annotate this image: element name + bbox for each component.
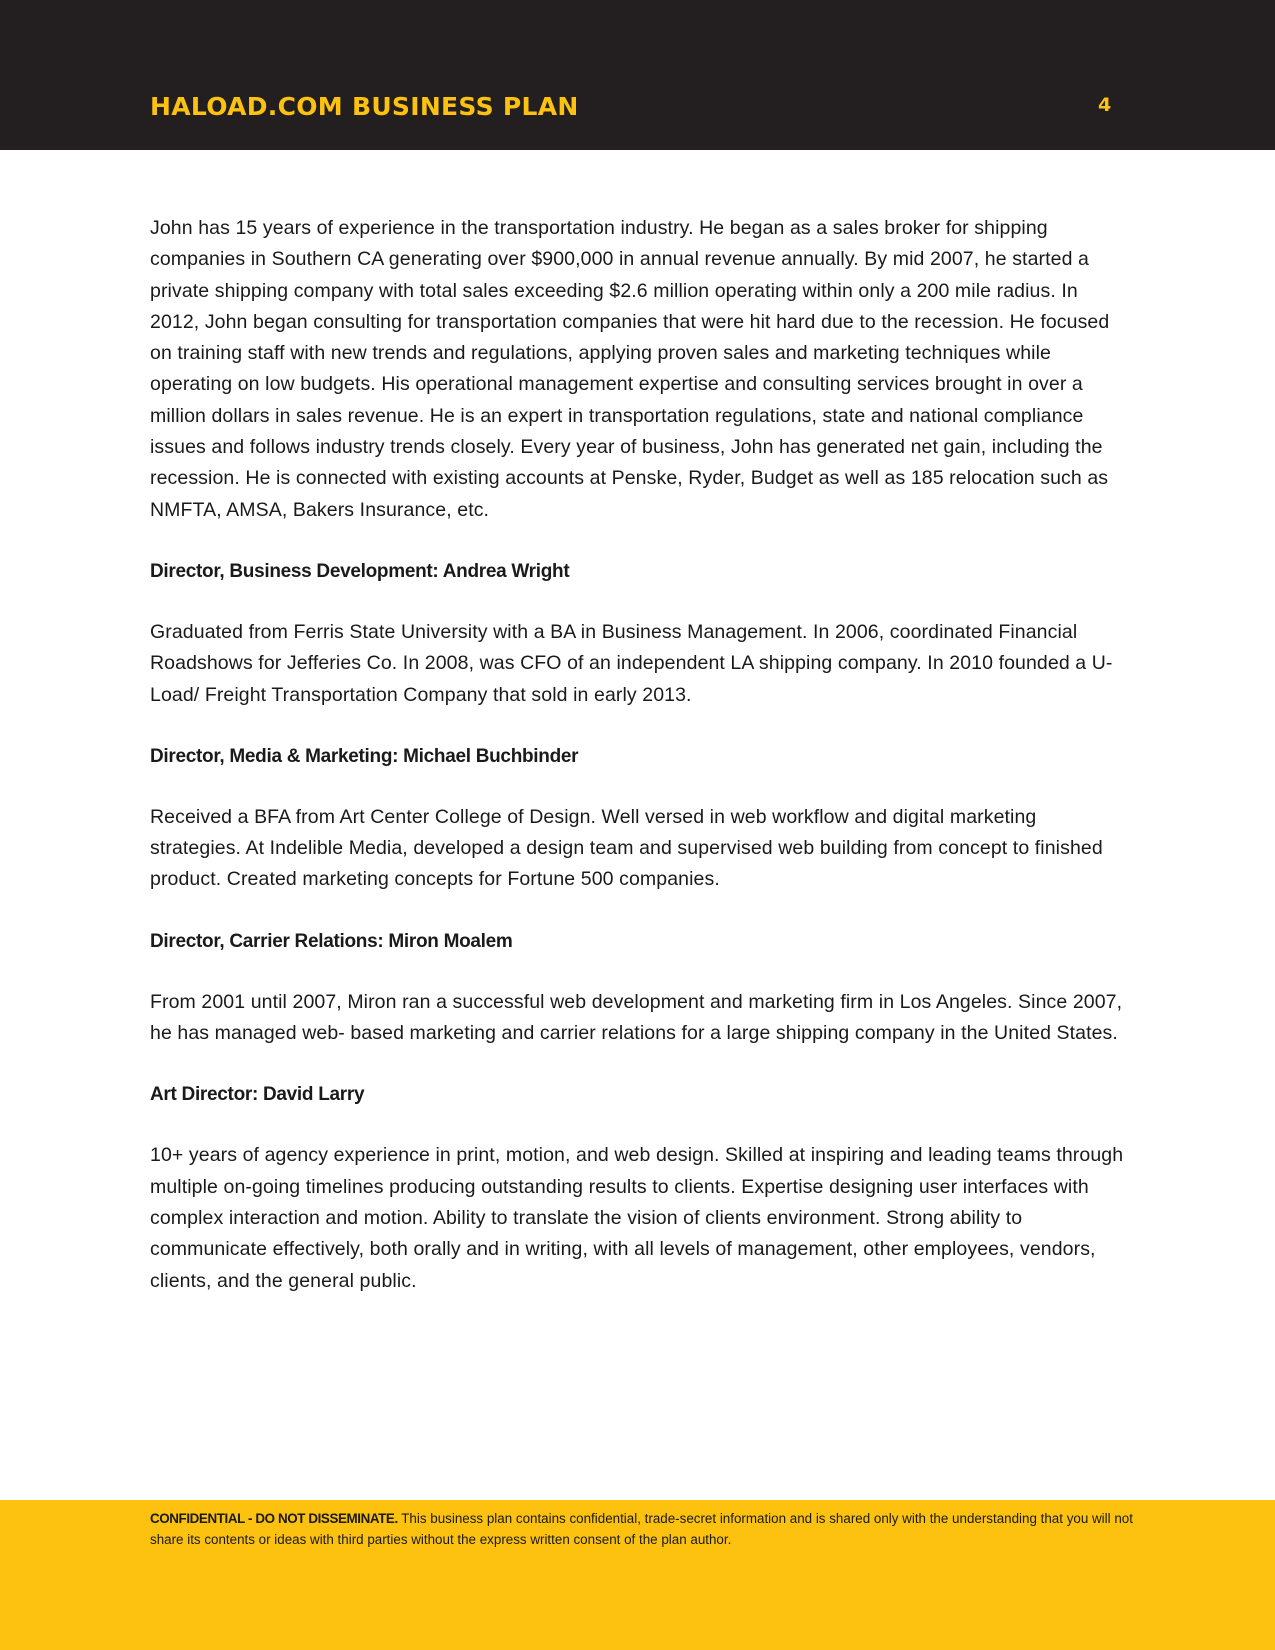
page-content xyxy=(150,213,1130,1297)
section-heading-art-director: Art Director: David Larry xyxy=(150,1084,365,1106)
confidentiality-notice xyxy=(150,1509,1150,1550)
section-body-art-director: 10+ years of agency experience in print, motion, and web design. Skilled at inspiring and leading teams through multiple on-going timelines producing outstanding results to clients. Expertise designing user interfaces with complex interaction and motion. Ability to translate the vision of clients environment. Strong ability to communicate effectively, both orally and in writing, with all levels of management, other employees, vendors, clients, and the general public. xyxy=(150,1144,1124,1292)
page-footer xyxy=(0,1500,1275,1650)
page-header xyxy=(0,0,1275,150)
page-number: 4 xyxy=(1098,94,1112,116)
spacer xyxy=(150,587,1130,617)
spacer xyxy=(150,1110,1130,1140)
spacer xyxy=(150,896,1130,926)
spacer xyxy=(150,1049,1130,1079)
document-title: HALOAD.COM BUSINESS PLAN xyxy=(150,92,579,121)
spacer xyxy=(150,711,1130,741)
section-body-carrier-relations: From 2001 until 2007, Miron ran a successful web development and marketing firm in Los Angeles. Since 2007, he has managed web- based marketing and carrier relations for a large shipping company in the United States. xyxy=(150,990,1123,1045)
confidentiality-text: This business plan contains confidential, trade-secret information and is shared only with the understanding that you will not share its contents or ideas with third parties without the express written consent of the plan author. xyxy=(150,1511,1133,1547)
section-heading-carrier-relations: Director, Carrier Relations: Miron Moalem xyxy=(150,930,513,952)
section-body-business-development: Graduated from Ferris State University with a BA in Business Management. In 2006, coordinated Financial Roadshows for Jefferies Co. In 2008, was CFO of an independent LA shipping company. In 2010 founded a U-Load/ Freight Transportation Company that sold in early 2013. xyxy=(150,620,1113,706)
section-body-media-marketing: Received a BFA from Art Center College of Design. Well versed in web workflow and digital marketing strategies. At Indelible Media, developed a design team and supervised web building from concept to finished product. Created marketing concepts for Fortune 500 companies. xyxy=(150,805,1103,891)
confidentiality-label: CONFIDENTIAL - DO NOT DISSEMINATE. xyxy=(150,1511,398,1526)
section-heading-media-marketing: Director, Media & Marketing: Michael Buchbinder xyxy=(150,745,579,767)
intro-paragraph: John has 15 years of experience in the transportation industry. He began as a sales broker for shipping companies in Southern CA generating over $900,000 in annual revenue annually. By mid 2007, he started a private shipping company with total sales exceeding $2.6 million operating within only a 200 mile radius. In 2012, John began consulting for transportation companies that were hit hard due to the recession. He focused on training staff with new trends and regulations, applying proven sales and marketing techniques while operating on low budgets. His operational management expertise and consulting services brought in over a million dollars in sales revenue. He is an expert in transportation regulations, state and national compliance issues and follows industry trends closely. Every year of business, John has generated net gain, including the recession. He is connected with existing accounts at Penske, Ryder, Budget as well as 185 relocation such as NMFTA, AMSA, Bakers Insurance, etc. xyxy=(150,217,1110,521)
spacer xyxy=(150,957,1130,987)
spacer xyxy=(150,526,1130,556)
spacer xyxy=(150,772,1130,802)
section-heading-business-development: Director, Business Development: Andrea Wright xyxy=(150,560,570,582)
